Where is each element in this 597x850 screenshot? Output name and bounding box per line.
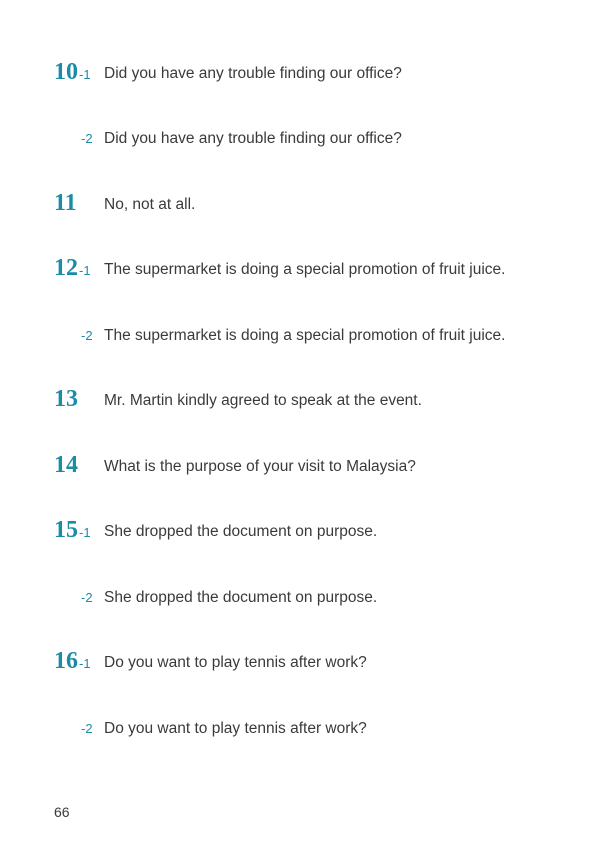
- entry-sentence: Did you have any trouble finding our office?: [104, 65, 402, 82]
- entry-15-2: [0, 582, 597, 616]
- entry-12-1: [0, 254, 597, 288]
- entry-subnumber: -1: [79, 67, 91, 82]
- entry-subnumber: -2: [81, 721, 93, 736]
- entry-14: [0, 451, 597, 485]
- entry-sentence: Do you want to play tennis after work?: [104, 720, 367, 737]
- entry-sentence: She dropped the document on purpose.: [104, 589, 378, 606]
- entry-subnumber: -1: [79, 656, 91, 671]
- entry-16-2: [0, 713, 597, 747]
- entry-number: 15-1: [54, 517, 91, 543]
- entry-sentence: Did you have any trouble finding our office?: [104, 130, 402, 147]
- entry-number: 14: [54, 452, 78, 478]
- entry-10-2: [0, 123, 597, 157]
- entry-subnumber: -2: [81, 131, 93, 146]
- entry-subnumber: -2: [81, 590, 93, 605]
- entry-number: 16-1: [54, 648, 91, 674]
- entry-sentence: The supermarket is doing a special promotion of fruit juice.: [104, 327, 506, 344]
- page-number: 66: [54, 804, 70, 820]
- entry-11: [0, 189, 597, 223]
- entry-sentence: Do you want to play tennis after work?: [104, 654, 367, 671]
- entry-number: 12-1: [54, 255, 91, 281]
- entry-12-2: [0, 320, 597, 354]
- entry-number: 11: [54, 190, 77, 216]
- entry-subnumber: -2: [81, 328, 93, 343]
- entry-sentence: Mr. Martin kindly agreed to speak at the event.: [104, 392, 422, 409]
- entry-sentence: What is the purpose of your visit to Malaysia?: [104, 458, 416, 475]
- entry-13: [0, 385, 597, 419]
- entry-subnumber: -1: [79, 525, 91, 540]
- entry-sentence: No, not at all.: [104, 196, 196, 213]
- entry-sentence: The supermarket is doing a special promotion of fruit juice.: [104, 261, 506, 278]
- entry-subnumber: -1: [79, 263, 91, 278]
- entry-number: 10-1: [54, 59, 91, 85]
- entry-15-1: [0, 516, 597, 550]
- entry-sentence: She dropped the document on purpose.: [104, 523, 378, 540]
- entry-10-1: [0, 58, 597, 92]
- entry-number: 13: [54, 386, 78, 412]
- entry-16-1: [0, 647, 597, 681]
